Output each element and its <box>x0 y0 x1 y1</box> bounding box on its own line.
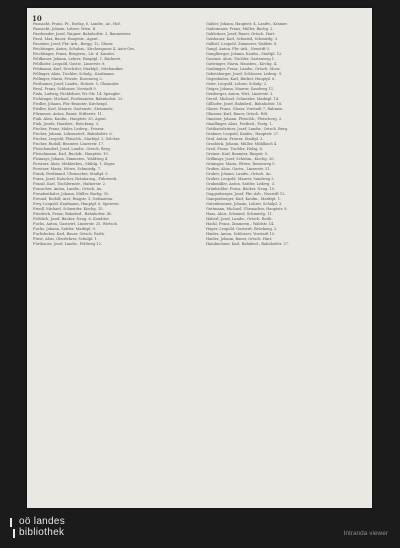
directory-entry: Fessl, Franz, Schlosser, Vorstadt 9. <box>33 87 97 91</box>
scanned-page <box>27 8 372 508</box>
directory-entry: Grubmüller, Anton, Sattler, Lederg. 3. <box>206 182 276 186</box>
directory-entry: Gruber, Johann, Landw., Ortsch. Au. <box>206 172 272 176</box>
viewer-label: Intranda viewer <box>343 530 388 537</box>
directory-entry: Fuchshuber, Karl, Bauer, Ortsch. Reith. <box>33 232 105 236</box>
right-column <box>206 22 366 504</box>
directory-entry: Fleischmann, Karl, Buchdr., Hauptstr. 19. <box>33 152 109 156</box>
directory-entry: Forstner, Maria, Witwe, Schmiedg. 7. <box>33 167 102 171</box>
directory-entry: Frank, Ferdinand, Uhrmacher, Stadtpl. 5. <box>33 172 109 176</box>
directory-entry: Fiedler, Karl, Maurer, Gartenstr., Steinmetz. <box>33 107 114 111</box>
directory-entry: Gebetsberger, Josef, Schlosser, Lederg. 9. <box>206 72 283 76</box>
directory-entry: Fischer, Rudolf, Beamter, Linzerstr. 17. <box>33 142 105 146</box>
directory-entry: Fasnacht, Franz, Pr., Eselsg. 6, Landw., Ar., Hof. <box>33 22 121 26</box>
directory-entry: Fasnacht, Johann, Lehrer, Wien, II. <box>33 27 97 31</box>
directory-entry: Gruber, Leopold, Maurer, Sandweg 2. <box>206 177 275 181</box>
directory-entry: Gnadlinger, Alois, Postbed., Postg. 1. <box>206 122 274 126</box>
directory-entry: Fellinger, Maria, Private, Rosenweg 2. <box>33 77 103 81</box>
directory-entry: Ferihumer, Josef, Landw., Holzstr. 5, Glasmaler. <box>33 82 120 86</box>
directory-entry: Gassner, Alois, Tischler, Gartenweg 1. <box>206 57 276 61</box>
directory-entry: Geiger, Johann, Maurer, Sandweg 11. <box>206 87 275 91</box>
directory-entry: Glinsner, Karl, Bauer, Ortsch. Edt. <box>206 112 269 116</box>
left-column <box>33 22 193 504</box>
directory-entry: Guggenberger, Josef, Fbr.-Arb., Neustift 12. <box>206 192 286 196</box>
directory-entry: Feichtinger, Franz, Bürgerm., Ltr. d. Kanzlei. <box>33 52 115 56</box>
directory-entry: Fürthauer, Josef, Landw., Feldweg 12. <box>33 242 102 246</box>
directory-entry: Grininger, Maria, Witwe, Rosenweg 5. <box>206 162 276 166</box>
directory-entry: Fiala, Ludwig, Fachlehrer, Wr.-Str. 14, Spengler. <box>33 92 121 96</box>
directory-entry: Franzl, Karl, Tischlermstr., Hafnerstr. 2. <box>33 182 107 186</box>
directory-entry: Fröhlich, Josef, Bäcker, Neug. 6, Konditor. <box>33 217 110 221</box>
directory-entry: Fuchs, Johann, Sattler, Marktpl. 9. <box>33 227 96 231</box>
directory-entry: Fischer, Leopold, Fleischh., Marktpl. 2, Selcher. <box>33 137 121 141</box>
directory-entry: Geier, Leopold, Lehrer, Schulg. 2. <box>206 82 268 86</box>
directory-entry: Gahleitner, Josef, Bauer, Ortsch. Hart. <box>206 32 276 36</box>
directory-entry: Fichtinger, Michael, Postbeamter, Bahnhofstr. 22. <box>33 97 124 101</box>
directory-entry: Hager, Leopold, Gastwirt, Brückeng. 2. <box>206 227 278 231</box>
logo-line-1: oö landes <box>19 516 66 527</box>
directory-entry: Freudenthaler, Johann, Müller, Bachg. 10. <box>33 192 110 196</box>
directory-entry: Faustner, Josef, Fbr.-Arb., Bergg. 12, Glaser. <box>33 42 114 46</box>
directory-entry: Gattringer, Maria, Hausbes., Kirchg. 4. <box>206 62 278 66</box>
directory-entry: Graf, Anton, Friseur, Stadtpl. 3. <box>206 137 264 141</box>
directory-entry: Fuchs, Anton, Gastwirt, Linzerstr. 25, Wirtsch. <box>33 222 118 226</box>
directory-entry: Fürst, Alois, Oberlehrer, Schulpl. 1. <box>33 237 98 241</box>
directory-entry: Feldbauer, Johann, Lehrer, Hauptpl. 1, Bäckerei. <box>33 57 122 61</box>
directory-entry: Geisberger, Anton, Wirt, Linzerstr. 3. <box>206 92 274 96</box>
directory-entry: Haberl, Josef, Landw., Ortsch. Reith. <box>206 217 273 221</box>
directory-entry: Greiner, Karl, Beamter, Ringstr. 9. <box>206 152 269 156</box>
library-logo[interactable] <box>10 516 65 540</box>
directory-entry: Fellinger, Alois, Tischler, Schulg., Kaufmann. <box>33 72 115 76</box>
directory-entry: Feldmann, Karl, Drechsler, Marktpl., Mechaniker. <box>33 67 124 71</box>
library-logo-text <box>19 516 65 538</box>
directory-entry: Gangl, Anton, Fbr.-Arb., Neustift 5. <box>206 47 271 51</box>
directory-entry: Gaubinger, Franz, Landw., Ortsch. Moos. <box>206 67 281 71</box>
viewer-footer <box>0 512 400 548</box>
directory-entry: Haas, Alois, Schmied, Schmiedg. 11. <box>206 212 273 216</box>
directory-entry: Guttmann, Michael, Uhrmacher, Hauptstr. 8. <box>206 207 288 211</box>
directory-entry: Friedrich, Franz, Bahnbed., Bahnhofstr. 40. <box>33 212 113 216</box>
directory-entry: Friedl, Michael, Schneider, Kirchg. 15. <box>33 207 104 211</box>
directory-entry: Fink, Josefa, Hausbes., Brückeng. 3. <box>33 122 100 126</box>
directory-entry: Gotthartsleitner, Josef, Landw., Ortsch. Berg. <box>206 127 289 131</box>
directory-entry: Fink, Alois, Kaufm., Hauptstr. 30, Agent. <box>33 117 107 121</box>
directory-entry: Frauscher, Anton, Landw., Ortsch. Au. <box>33 187 103 191</box>
directory-entry: Greil, Franz, Tischler, Holzg. 6. <box>206 147 264 151</box>
logo-line-2: bibliothek <box>19 527 65 538</box>
directory-entry: Grillmayr, Josef, Schuhm., Kirchg. 20. <box>206 157 275 161</box>
directory-entry: Gegenhuber, Karl, Bäcker, Hauptpl. 6. <box>206 77 276 81</box>
directory-entry: Gillhofer, Josef, Bahnbed., Bahnhofstr. 18. <box>206 102 283 106</box>
directory-entry: Gruber, Alois, Gastw., Linzerstr. 31. <box>206 167 271 171</box>
directory-entry: Frey, Leopold, Kaufmann, Hauptpl. 8, Spezerei. <box>33 202 120 206</box>
directory-entry: Hainbuchner, Karl, Bahnbed., Bahnhofstr. 27. <box>206 242 290 246</box>
directory-entry: Gmeiner, Johann, Fleischh., Fleischerg. 2. <box>206 117 283 121</box>
directory-entry: Freund, Rudolf, Arzt, Ringstr. 3, Ordination. <box>33 197 114 201</box>
directory-entry: Gadermaier, Franz, Müller, Bachg. 2. <box>206 27 274 31</box>
directory-entry: Fischer, Johann, Lokomotivf., Bahnhofstr. 6. <box>33 132 113 136</box>
directory-entry: Haider, Anton, Schlosser, Vorstadt 15. <box>206 232 276 236</box>
directory-entry: Fassbender, Josef, Wagner, Bahnhofstr. 3, Baumeister. <box>33 32 132 36</box>
page-number: 10 <box>32 14 42 23</box>
directory-entry: Gabler, Johann, Hauptstr. 4, Landw., Kramer. <box>206 22 288 26</box>
directory-entry: Haider, Johann, Bauer, Ortsch. Hart. <box>206 237 273 241</box>
directory-entry: Filzmoser, Anton, Bauer, Stifterstr. 11. <box>33 112 104 116</box>
directory-entry: Grünbichler, Franz, Bäcker, Neug. 10. <box>206 187 276 191</box>
directory-entry: Fleischanderl, Josef, Landw., Ortsch. Berg. <box>33 147 111 151</box>
directory-entry: Forstner, Alois, Mühlenbes., Mühlg. 1, Säger. <box>33 162 116 166</box>
directory-entry: Grabner, Leopold, Kaufm., Hauptstr. 27. <box>206 132 280 136</box>
directory-entry: Grasböck, Johann, Müller, Mühlbach 4. <box>206 142 278 146</box>
directory-entry: Floimayr, Johann, Zimmerm., Waldweg 4. <box>33 157 109 161</box>
directory-entry: Ganglberger, Johann, Kaufm., Stadtpl. 12. <box>206 52 283 56</box>
directory-entry: Gumpenberger, Karl, Kaufm., Marktpl. 1. <box>206 197 282 201</box>
library-logo-icon <box>10 516 16 540</box>
directory-entry: Gutenbrunner, Johann, Lehrer, Schulpl. 3. <box>206 202 283 206</box>
directory-entry: Gallistl, Leopold, Zimmerer, Waldstr. 8. <box>206 42 278 46</box>
directory-entry: Gerstl, Michael, Schneider, Marktpl. 14. <box>206 97 280 101</box>
directory-entry: Fiedler, Johann, Fbr.-Beamter, Kirchenpl. <box>33 102 108 106</box>
directory-entry: Fischer, Franz, Maler, Lederg., Friseur. <box>33 127 105 131</box>
directory-entry: Franz, Josef, Kutscher, Bräuhausg., Fuhrwerk. <box>33 177 118 181</box>
directory-entry: Hackl, Franz, Zimmerm., Waldstr. 14. <box>206 222 275 226</box>
directory-entry: Gaisbauer, Karl, Schmied, Schmiedg. 3. <box>206 37 279 41</box>
directory-entry: Fassl, Max, Bauer, Hauptstr., Agent. <box>33 37 99 41</box>
directory-entry: Feichtinger, Anton, Schuhm., Kirchengasse 4, Auto-Ges. <box>33 47 136 51</box>
directory-entry: Feldhofer, Leopold, Gastw., Linzerstr. 8. <box>33 62 106 66</box>
directory-entry: Glaser, Franz, Glaser, Vorstadt 7, Rahmen. <box>206 107 284 111</box>
